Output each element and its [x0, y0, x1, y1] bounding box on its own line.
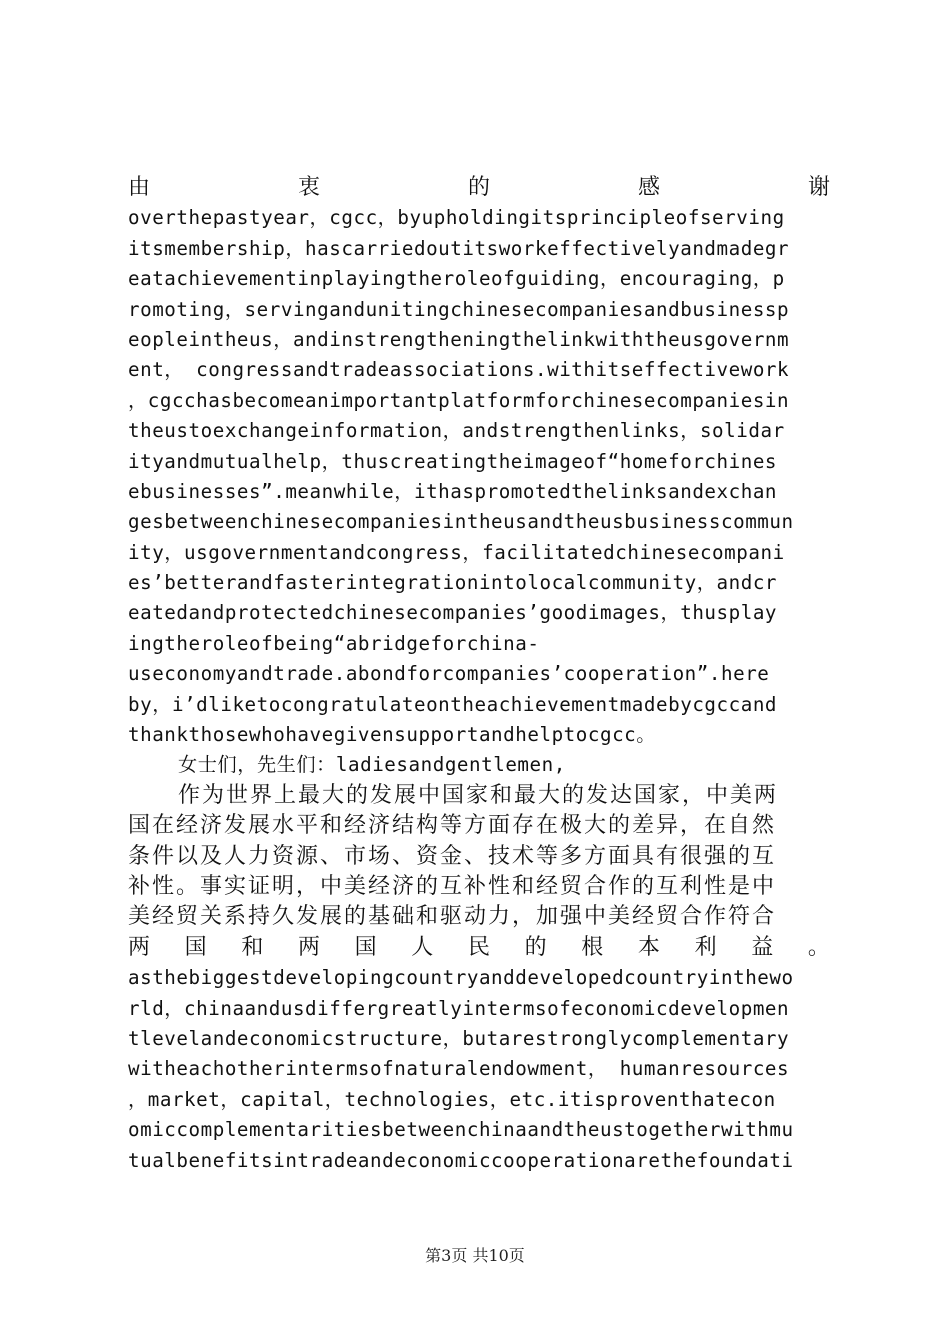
page-footer: 第3页 共10页: [425, 1246, 525, 1265]
text-line: rld，chinaandusdiffergreatlyintermsofeconomicdevelopmen: [128, 996, 790, 1020]
text-char: 利: [694, 934, 719, 960]
text-line: tualbenefitsintradeandeconomiccooperationarethefoundati: [128, 1148, 794, 1172]
text-line: ，market，capital，technologies，etc.itisproventhatecon: [128, 1087, 776, 1111]
text-char: 民: [467, 934, 492, 960]
text-line: itsmembership，hascarriedoutitsworkeffectivelyandmadegr: [128, 236, 790, 260]
text-line: ent， congressandtradeassociations.withitseffectivework: [128, 358, 790, 382]
text-line: ingtheroleofbeing“abridgeforchina-: [128, 631, 540, 655]
text-char: 国: [354, 934, 379, 960]
text-char: 两: [297, 934, 322, 960]
text-line: ，cgcchasbecomeanimportantplatformforchinesecompaniesin: [128, 388, 790, 412]
text-line: ityandmutualhelp，thuscreatingtheimageof“homeforchines: [128, 449, 778, 473]
text-line: gesbetweenchinesecompaniesintheusandtheusbusinesscommun: [128, 510, 794, 534]
text-char: 益: [751, 934, 776, 960]
text-line: overthepastyear，cgcc，byupholdingitsprincipleofserving: [128, 206, 785, 230]
text-line: tlevelandeconomicstructure，butarestronglycomplementary: [128, 1026, 790, 1050]
heading-char: 的: [467, 175, 492, 200]
text-line: 补性。事实证明，中美经济的互补性和经贸合作的互利性是中: [128, 873, 777, 899]
text-char: 根: [581, 934, 606, 960]
text-line: eatachievementinplayingtheroleofguiding，encouraging，p: [128, 267, 785, 291]
text-line: es’betterandfasterintegrationintolocalcommunity，andcr: [128, 571, 778, 595]
text-char: 。: [807, 934, 832, 960]
text-line: 美经贸关系持久发展的基础和驱动力，加强中美经贸合作符合: [128, 904, 777, 930]
text-line: by，i’dliketocongratulateontheachievementmadebycgccand: [128, 692, 778, 716]
heading-char: 衷: [297, 175, 322, 200]
text-line: theustoexchangeinformation，andstrengthenlinks，solidar: [128, 419, 785, 443]
heading-char: 由: [128, 175, 153, 200]
text-line: ebusinesses”.meanwhile，ithaspromotedthelinksandexchan: [128, 479, 778, 503]
heading-char: 感: [637, 175, 662, 200]
heading-thanks: [128, 173, 832, 203]
text-line: eatedandprotectedchinesecompanies’goodimages，thusplay: [128, 601, 778, 625]
text-line: 国在经济发展水平和经济结构等方面存在极大的差异，在自然: [128, 813, 777, 839]
text-line: ity，usgovernmentandcongress，facilitatedchinesecompani: [128, 540, 785, 564]
text-line: witheachotherintermsofnaturalendowment， humanresources: [128, 1057, 790, 1081]
text-line: omiccomplementaritiesbetweenchinaandtheustogetherwithmu: [128, 1118, 794, 1142]
text-char: 两: [128, 934, 153, 960]
text-line: 条件以及人力资源、市场、资金、技术等多方面具有很强的互: [128, 843, 777, 869]
text-char: 和: [241, 934, 266, 960]
text-line: useconomyandtrade.abondforcompanies’cooperation”.here: [128, 662, 770, 686]
text-line: thankthosewhohavegivensupportandhelptocgcc。: [128, 723, 657, 747]
salutation-line: 女士们，先生们：ladiesandgentlemen,: [178, 753, 566, 777]
text-line: romoting，servingandunitingchinesecompaniesandbusinessp: [128, 297, 790, 321]
document-body: [128, 173, 832, 1176]
text-char: 的: [524, 934, 549, 960]
text-char: 本: [637, 934, 662, 960]
text-char: 人: [411, 934, 436, 960]
text-line: asthebiggestdevelopingcountryanddevelopedcountryinthewo: [128, 966, 794, 990]
text-line: eopleintheus，andinstrengtheningthelinkwiththeusgovernm: [128, 327, 790, 351]
text-line-justified: [128, 933, 832, 963]
text-char: 国: [184, 934, 209, 960]
text-line: 作为世界上最大的发展中国家和最大的发达国家，中美两: [178, 782, 779, 808]
heading-char: 谢: [807, 175, 832, 200]
